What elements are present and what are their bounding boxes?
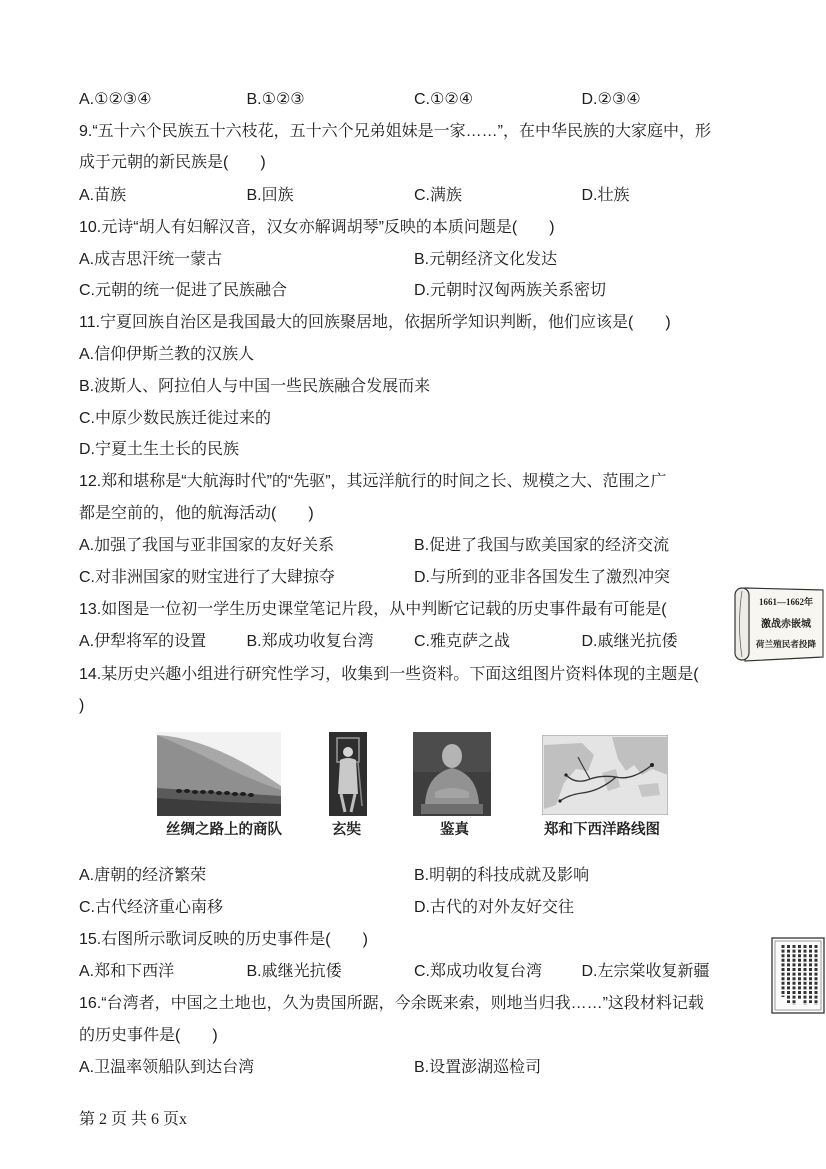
- q9-stem-line-1: 9.“五十六个民族五十六枝花，五十六个兄弟姐妹是一家……”，在中华民族的大家庭中，形: [79, 123, 712, 140]
- q13-stem: 13.如图是一位初一学生历史课堂笔记片段，从中判断它记载的历史事件最有可能是(: [79, 601, 667, 618]
- q16-stem-line-2: 的历史事件是( ): [79, 1027, 218, 1044]
- silk-road-caravan-image: [157, 732, 281, 816]
- q13-options: [79, 626, 749, 658]
- q12-stem-line-1: 12.郑和堪称是“大航海时代”的“先驱”，其远洋航行的时间之长、规模之大、范围之广: [79, 473, 667, 490]
- q12-options-row-2: [79, 562, 749, 594]
- q16-option-a: A.卫温率领船队到达台湾: [79, 1059, 255, 1076]
- q10-option-b: B.元朝经济文化发达: [414, 251, 558, 268]
- q15-option-c: C.郑成功收复台湾: [414, 963, 543, 980]
- q10-stem: 10.元诗“胡人有妇解汉音，汉女亦解调胡琴”反映的本质问题是( ): [79, 219, 555, 236]
- q14-option-d: D.古代的对外友好交往: [414, 899, 575, 916]
- q11-option-d: D.宁夏土生土长的民族: [79, 441, 240, 458]
- q12-option-d: D.与所到的亚非各国发生了激烈冲突: [414, 569, 671, 586]
- q10-option-a: A.成吉思汗统一蒙古: [79, 251, 223, 268]
- q9-option-c: C.满族: [414, 187, 463, 204]
- page-number-footer: 第 2 页 共 6 页x: [79, 1111, 188, 1128]
- q9-options: [79, 180, 749, 212]
- q13-option-b: B.郑成功收复台湾: [246, 633, 374, 650]
- q12-option-b: B.促进了我国与欧美国家的经济交流: [414, 537, 670, 554]
- q16-options-row-1: [79, 1052, 749, 1084]
- xuanzang-image: [329, 732, 367, 816]
- q14-options-row-2: [79, 892, 749, 924]
- option-d: D.②③④: [581, 91, 641, 108]
- prev-question-options: [79, 84, 749, 116]
- q9-option-a: A.苗族: [79, 187, 127, 204]
- q9-option-b: B.回族: [246, 187, 294, 204]
- caravan-caption: 丝绸之路上的商队: [166, 822, 282, 838]
- q12-stem-line-2: 都是空前的，他的航海活动( ): [79, 505, 314, 522]
- q12-options-row-1: [79, 530, 749, 562]
- option-a: A.①②③④: [79, 91, 152, 108]
- q14-option-a: A.唐朝的经济繁荣: [79, 867, 207, 884]
- q9-stem-line-2: 成于元朝的新民族是( ): [79, 154, 266, 171]
- scroll-year-text: 1661—1662年: [758, 597, 814, 607]
- q16-option-b: B.设置澎湖巡检司: [414, 1059, 542, 1076]
- q11-option-c: C.中原少数民族迁徙过来的: [79, 410, 272, 427]
- option-c: C.①②④: [414, 91, 474, 108]
- q11-option-b: B.波斯人、阿拉伯人与中国一些民族融合发展而来: [79, 378, 431, 395]
- q15-option-d: D.左宗棠收复新疆: [581, 963, 710, 980]
- jianzhen-caption: 鉴真: [440, 822, 469, 838]
- q13-note-scroll-image: [733, 585, 825, 663]
- q10-option-c: C.元朝的统一促进了民族融合: [79, 282, 288, 299]
- q15-options: [79, 956, 749, 988]
- scroll-line-1-text: 激战赤嵌城: [761, 619, 811, 630]
- q11-stem: 11.宁夏回族自治区是我国最大的回族聚居地，依据所学知识判断，他们应该是( ): [79, 314, 671, 331]
- q10-option-d: D.元朝时汉匈两族关系密切: [414, 282, 607, 299]
- q10-options-row-2: [79, 275, 749, 307]
- q12-option-a: A.加强了我国与亚非国家的友好关系: [79, 537, 335, 554]
- q15-option-b: B.戚继光抗倭: [246, 963, 342, 980]
- q15-stem: 15.右图所示歌词反映的历史事件是( ): [79, 931, 368, 948]
- q13-option-a: A.伊犁将军的设置: [79, 633, 207, 650]
- q14-option-c: C.古代经济重心南移: [79, 899, 224, 916]
- option-b: B.①②③: [246, 91, 305, 108]
- q13-option-d: D.戚继光抗倭: [581, 633, 678, 650]
- q14-options-row-1: [79, 860, 749, 892]
- q10-options-row-1: [79, 244, 749, 276]
- q14-option-b: B.明朝的科技成就及影响: [414, 867, 590, 884]
- q12-option-c: C.对非洲国家的财宝进行了大肆掠夺: [79, 569, 336, 586]
- q14-stem-line-1: 14.某历史兴趣小组进行研究性学习，收集到一些资料。下面这组图片资料体现的主题是(: [79, 666, 699, 683]
- q15-lyrics-image: [771, 937, 825, 1014]
- q15-option-a: A.郑和下西洋: [79, 963, 175, 980]
- q14-stem-line-2: ): [79, 697, 85, 714]
- zheng-he-voyage-map-image: [542, 735, 668, 815]
- q11-option-a: A.信仰伊斯兰教的汉族人: [79, 346, 255, 363]
- q16-stem-line-1: 16.“台湾者，中国之土地也，久为贵国所踞，今余既来索，则地当归我……”这段材料记载: [79, 995, 704, 1012]
- jianzhen-image: [413, 732, 491, 816]
- q9-option-d: D.壮族: [581, 187, 630, 204]
- voyage-map-caption: 郑和下西洋路线图: [544, 822, 660, 838]
- scroll-line-2-text: 荷兰殖民者投降: [755, 639, 817, 649]
- xuanzang-caption: 玄奘: [332, 822, 361, 838]
- q13-option-c: C.雅克萨之战: [414, 633, 511, 650]
